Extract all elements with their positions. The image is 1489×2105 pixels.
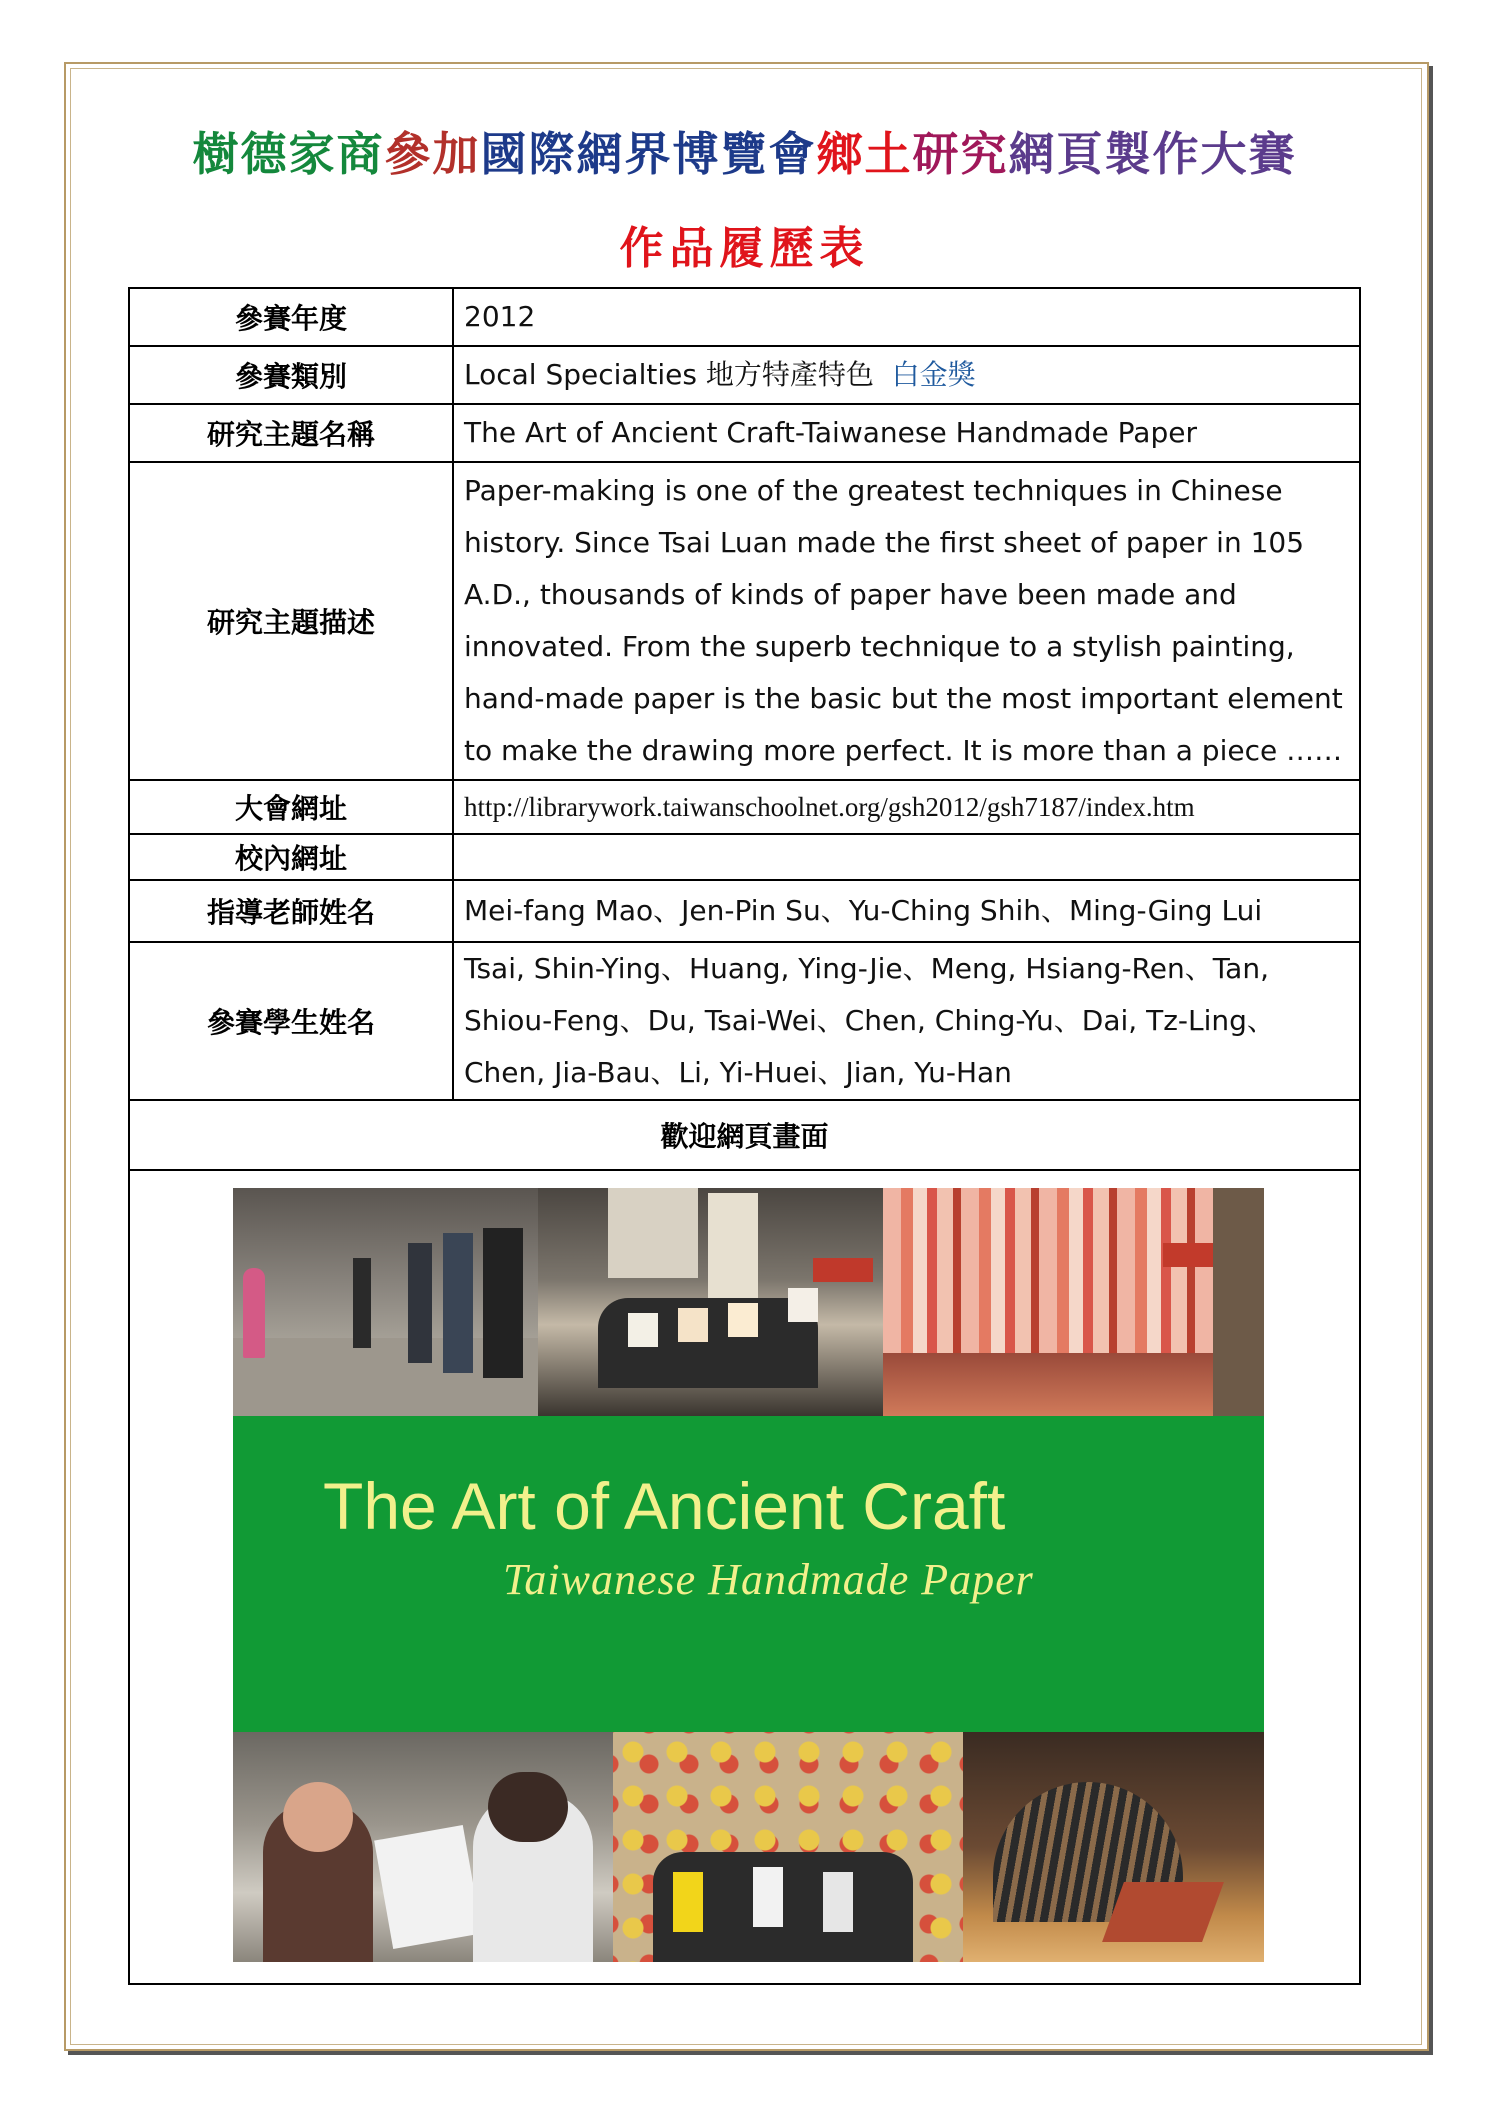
title-segment: 國際網界博覽會 bbox=[480, 127, 817, 181]
event-url-link[interactable]: http://librarywork.taiwanschoolnet.org/gsh2012/gsh7187/index.htm bbox=[453, 780, 1360, 834]
topic-label: 研究主題名稱 bbox=[129, 404, 453, 462]
title-segment: 網頁製作大賽 bbox=[1008, 127, 1297, 181]
table-row bbox=[129, 880, 1360, 942]
photo-paper-fan bbox=[963, 1732, 1264, 1962]
title-segment: 樹德家商 bbox=[192, 127, 385, 181]
teachers-label: 指導老師姓名 bbox=[129, 880, 453, 942]
teachers-value: Mei-fang Mao、Jen-Pin Su、Yu-Ching Shih、Ming-Ging Lui bbox=[453, 880, 1360, 942]
topic-value: The Art of Ancient Craft-Taiwanese Handmade Paper bbox=[453, 404, 1360, 462]
students-label: 參賽學生姓名 bbox=[129, 942, 453, 1100]
welcome-image-cell bbox=[129, 1170, 1360, 1984]
description-value: Paper-making is one of the greatest techniques in Chinese history. Since Tsai Luan made the first sheet of paper in 105 A.D., thousands of kinds of paper have been made and innovated. From the superb technique to a stylish painting, hand-made paper is the basic but the most important element to make the drawing more perfect. It is more than a piece …… bbox=[453, 462, 1360, 780]
table-row bbox=[129, 288, 1360, 346]
page-title bbox=[0, 118, 1489, 184]
category-label: 參賽類別 bbox=[129, 346, 453, 404]
photo-class-demo bbox=[233, 1732, 613, 1962]
banner-title: The Art of Ancient Craft bbox=[323, 1469, 1006, 1543]
school-url-label: 校內網址 bbox=[129, 834, 453, 880]
info-table bbox=[128, 287, 1361, 1985]
table-row bbox=[129, 1170, 1360, 1984]
table-row bbox=[129, 404, 1360, 462]
title-segment: 研究 bbox=[912, 127, 1009, 181]
description-label: 研究主題描述 bbox=[129, 462, 453, 780]
table-row bbox=[129, 346, 1360, 404]
students-value: Tsai, Shin-Ying、Huang, Ying-Jie、Meng, Hsiang-Ren、Tan, Shiou-Feng、Du, Tsai-Wei、Chen, Ching-Yu、Dai, Tz-Ling、Chen, Jia-Bau、Li, Yi-Huei、Jian, Yu-Han bbox=[453, 942, 1360, 1100]
page-subtitle: 作品履歷表 bbox=[619, 223, 870, 274]
banner-subtitle: Taiwanese Handmade Paper bbox=[503, 1555, 1034, 1604]
category-cell bbox=[453, 346, 1360, 404]
table-row bbox=[129, 1100, 1360, 1170]
year-label: 參賽年度 bbox=[129, 288, 453, 346]
table-row bbox=[129, 942, 1360, 1100]
event-url-label: 大會網址 bbox=[129, 780, 453, 834]
category-value: Local Specialties 地方特產特色 bbox=[464, 358, 874, 391]
table-row bbox=[129, 834, 1360, 880]
school-url-value bbox=[453, 834, 1360, 880]
welcome-banner-image bbox=[233, 1188, 1264, 1962]
year-value: 2012 bbox=[453, 288, 1360, 346]
banner-green-band bbox=[233, 1416, 1264, 1732]
table-row bbox=[129, 780, 1360, 834]
welcome-label: 歡迎網頁畫面 bbox=[129, 1100, 1360, 1170]
photo-students bbox=[538, 1188, 883, 1416]
photo-paper-rolls bbox=[613, 1732, 963, 1962]
award-badge: 白金獎 bbox=[891, 358, 976, 391]
title-segment: 參加 bbox=[384, 127, 481, 181]
title-segment: 鄉土 bbox=[816, 127, 913, 181]
table-row bbox=[129, 462, 1360, 780]
photo-workshop bbox=[233, 1188, 538, 1416]
photo-paper-racks bbox=[883, 1188, 1264, 1416]
